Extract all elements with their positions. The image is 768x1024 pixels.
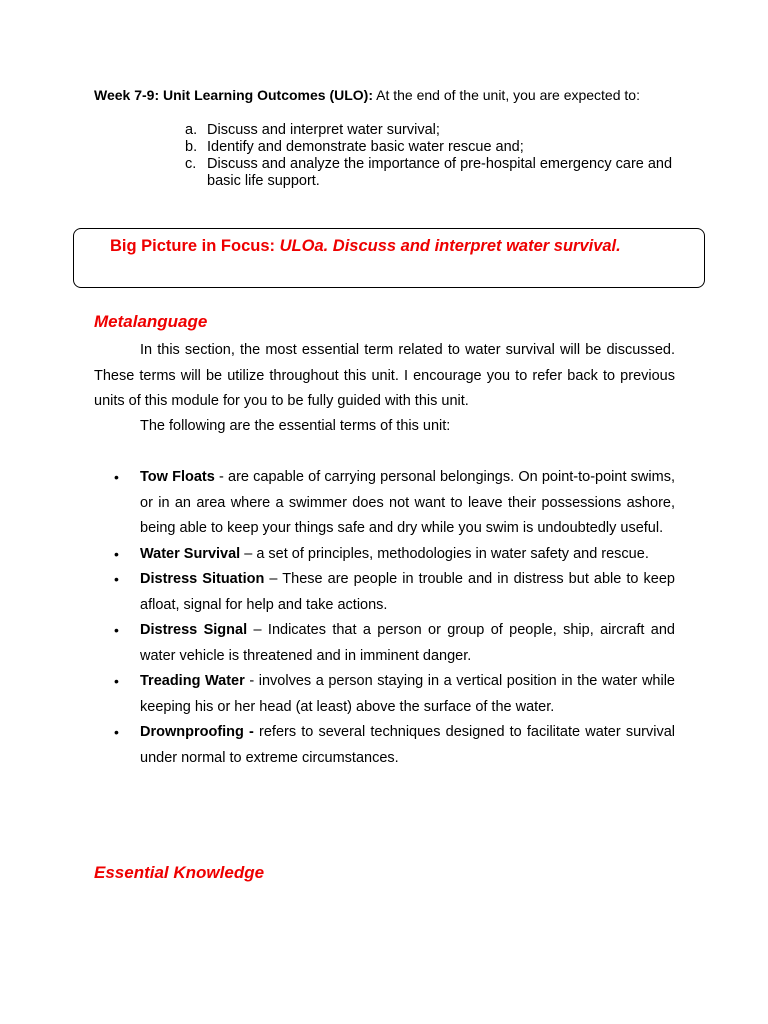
terms-lead-in: The following are the essential terms of this unit: (140, 418, 451, 434)
bullet-icon: • (114, 571, 119, 587)
ulo-header (94, 86, 640, 104)
big-picture-topic: ULOa. Discuss and interpret water survival. (279, 237, 621, 255)
term-definition: – a set of principles, methodologies in water safety and rescue. (240, 545, 649, 562)
term-definition: – Indicates that a person or group of people, ship, aircraft and water vehicle is threatened and in imminent danger. (140, 622, 675, 664)
term-name: Distress Situation (140, 571, 265, 587)
term-item (114, 720, 675, 771)
term-item (114, 669, 675, 720)
ulo-label: Week 7-9: Unit Learning Outcomes (ULO): (94, 87, 373, 103)
big-picture-lead: Big Picture in Focus: (110, 237, 280, 255)
ulo-item-text: Discuss and interpret water survival; (207, 122, 440, 138)
bullet-icon: • (114, 545, 119, 562)
bullet-icon: • (114, 673, 119, 689)
ulo-item-a (185, 122, 685, 139)
essential-knowledge-heading: Essential Knowledge (94, 863, 265, 882)
term-name: Tow Floats (140, 469, 215, 485)
bullet-icon: • (114, 622, 119, 638)
ulo-item-b (185, 139, 685, 156)
term-item (114, 618, 675, 669)
term-name: Distress Signal (140, 622, 248, 638)
term-item (114, 542, 675, 568)
terms-list (114, 465, 675, 771)
big-picture-box (73, 228, 705, 288)
term-definition: – These are people in trouble and in distress but able to keep afloat, signal for help and take actions. (140, 571, 676, 613)
metalanguage-heading: Metalanguage (94, 312, 208, 331)
ulo-item-letter: b. (185, 139, 198, 155)
metalanguage-intro: In this section, the most essential term related to water survival will be discussed. These terms will be utilize throughout this unit. I encourage you to refer back to previous units of this module for you to be fully guided with this unit. (94, 342, 675, 409)
bullet-icon: • (114, 469, 119, 485)
ulo-item-text: Discuss and analyze the importance of pre-hospital emergency care and basic life support. (207, 156, 673, 189)
term-name: Water Survival (140, 545, 241, 562)
term-item (114, 465, 675, 542)
ulo-intro: At the end of the unit, you are expected to: (373, 87, 640, 103)
term-definition: refers to several techniques designed to facilitate water survival under normal to extreme circumstances. (140, 724, 675, 766)
ulo-item-letter: a. (185, 122, 198, 138)
ulo-item-c (185, 156, 685, 190)
term-definition: - are capable of carrying personal belongings. On point-to-point swims, or in an area where a swimmer does not want to leave their possessions ashore, being able to keep your things safe and dry while you swim is undoubtedly useful. (140, 469, 675, 536)
big-picture-title (110, 237, 621, 256)
term-name: Drownproofing - (140, 724, 254, 740)
term-item (114, 567, 675, 618)
bullet-icon: • (114, 724, 119, 740)
term-name: Treading Water (140, 673, 245, 689)
ulo-list (185, 122, 685, 190)
ulo-item-text: Identify and demonstrate basic water rescue and; (207, 139, 524, 155)
ulo-item-letter: c. (185, 156, 197, 172)
term-definition: - involves a person staying in a vertical position in the water while keeping his or her head (at least) above the surface of the water. (140, 673, 675, 715)
